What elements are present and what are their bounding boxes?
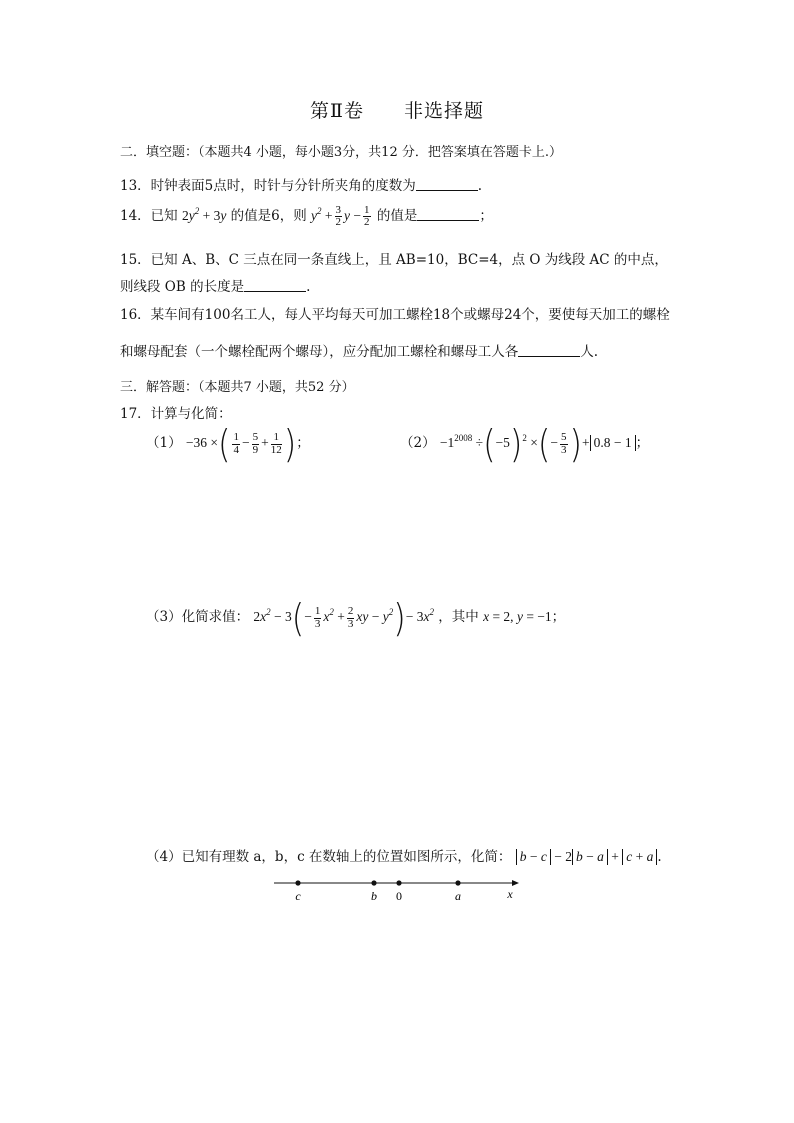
q17-p3-tail: ，其中 [438,609,479,626]
q17-p1-label: （1） [146,435,182,452]
question-17-part-3 [146,595,566,641]
q14-expression-1: $2y^2 + 3y$ [181,206,227,223]
q17-p3-label: （3）化简求值： [146,609,250,626]
section-2-header: 二．填空题：（本题共4 小题，每小题3分，共12 分．把答案填在答题卡上.） [120,145,562,160]
q13-end: . [477,178,483,194]
question-17-part-1 [146,421,310,467]
q13-text: 13．时钟表面5点时，时针与分针所夹角的度数为 [120,178,416,194]
q17-p4-end: . [657,849,662,865]
number-line-figure [260,872,530,910]
q17-p3-expression: $2x^2 - 3(-$ $\frac{1}{3}$ $x^2$ + $\frac{2}{3}$ xy − $y^2)- 3x^2$ [253,595,434,641]
label-zero: 0 [396,889,402,903]
page-title: 第Ⅱ卷 非选择题 [310,100,484,122]
question-13 [120,174,482,194]
q15-end: . [306,279,311,295]
number-line-svg [260,872,530,906]
point-a-dot [455,880,460,885]
q14-end: 的值是 [376,208,418,224]
point-b-dot [371,880,376,885]
question-15-line-1: 15．已知 A、B、C 三点在同一条直线上，且 AB=10，BC=4，点 O 为线段 AC 的中点， [120,252,668,268]
q15-blank [244,279,306,292]
q15-line-2-text: 则线段 OB 的长度是 [120,279,245,295]
q14-blank [417,208,479,221]
q14-mid: 的值是6，则 [230,208,307,224]
q17-p3-values: x = 2, y = −1； [483,609,566,625]
q14-prefix: 14．已知 [120,208,178,224]
point-c-dot [295,880,300,885]
q16-blank [518,344,580,357]
question-15-line-2 [120,275,310,295]
number-line-arrow [512,880,519,886]
q17-p1-expression: −36 ×( $\frac{1}{4}$ − $\frac{5}{9}$ + $\frac{1}{12}$ )； [185,421,310,467]
label-x: x [507,887,513,901]
section-3-header: 三．解答题：（本题共7 小题，共52 分） [120,380,355,395]
label-b: b [371,889,377,903]
q17-p2-label: （2） [400,435,436,452]
q13-blank [416,178,478,191]
q17-p4-label: （4）已知有理数 a，b，c 在数轴上的位置如图所示，化简： [146,849,512,865]
label-c: c [295,889,301,903]
q17-p4-expression: b − c − 2 b − a + c + a [516,849,658,864]
q14-tail: ； [479,208,493,224]
question-17-part-4 [146,845,662,865]
question-14 [120,204,493,229]
q16-line-2-text: 和螺母配套（一个螺栓配两个螺母），应分配加工螺栓和螺母工人各 [120,344,519,360]
question-17-title: 17．计算与化简： [120,406,232,422]
question-16-line-2 [120,340,598,360]
point-zero-dot [396,880,401,885]
q17-p2-expression: $-1^{2008} \div(-5)^2$ ×(− $\frac{5}{3}$ )+ 0.8 − 1 ； [439,421,650,467]
question-17-part-2 [400,421,650,467]
q16-end: 人. [580,344,599,360]
label-a: a [455,889,461,903]
question-16-line-1: 16．某车间有100名工人，每人平均每天可加工螺栓18个或螺母24个，要使每天加工的螺栓 [120,307,670,323]
q14-expression-2: $y^2$ + $\frac{3}{2}$ y − $\frac{1}{2}$ [311,203,370,229]
